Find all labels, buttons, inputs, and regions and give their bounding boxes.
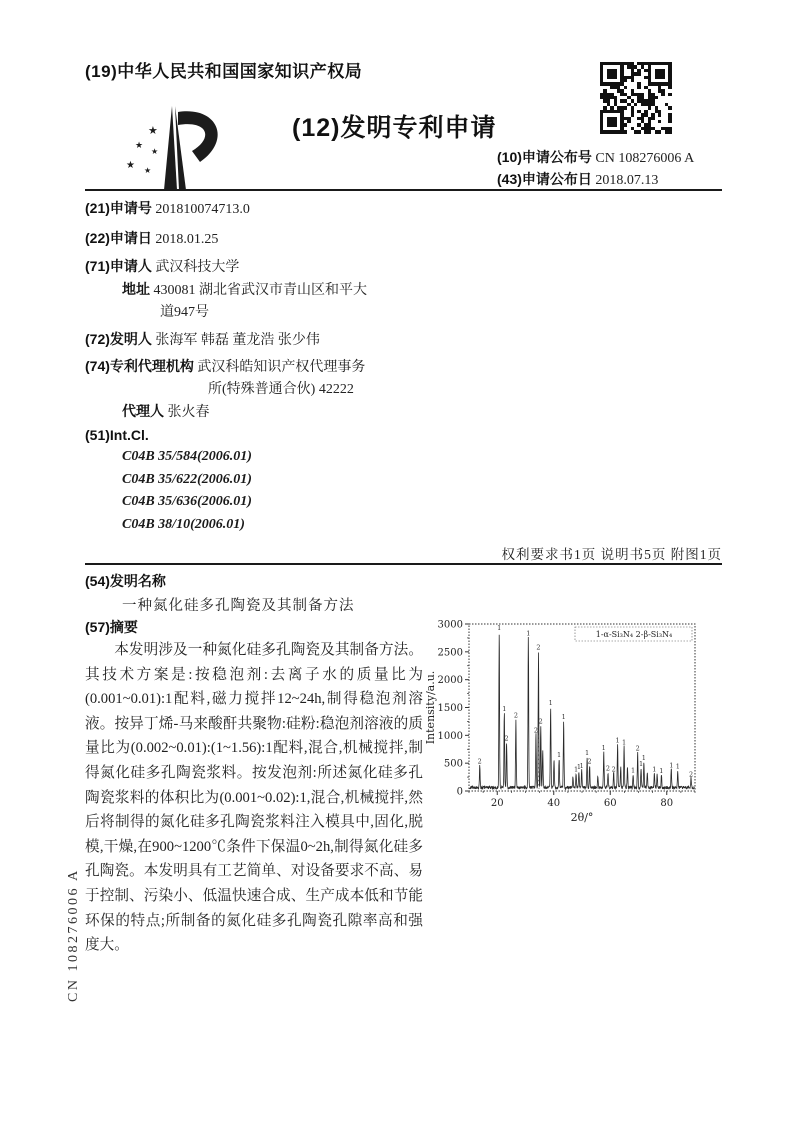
peak-label: 2 [688,770,694,779]
application-number-label: (21)申请号 [85,200,152,216]
address-label: 地址 [122,281,150,297]
header-divider [85,189,722,191]
document-type-title: (12)发明专利申请 [292,114,497,142]
peak-label: 1 [526,629,531,638]
application-number: 201810074713.0 [155,202,250,217]
qr-code [600,62,672,134]
peak-label: 2 [477,757,482,766]
y-tick-label: 0 [456,786,463,798]
agency-name-2: 所(特殊普通合伙) 42222 [208,382,354,397]
application-number-line [85,198,250,218]
star-icon: ★ [144,166,152,175]
peak-label: 1 [659,767,664,776]
y-tick-label: 500 [443,758,463,770]
peak-label: 1 [561,713,566,722]
y-tick-label: 1500 [437,703,463,714]
peak-label: 2 [533,726,539,735]
star-icon: ★ [135,140,144,150]
publication-date-line [497,169,658,189]
peak-label: 1 [585,748,590,757]
inventors-line [85,329,320,349]
star-icon: ★ [148,125,158,137]
address-line2 [160,301,209,321]
peak-label: 2 [605,764,611,773]
invention-title-label: (54)发明名称 [85,573,166,589]
peak-label: 1 [652,765,657,774]
peak-label: 2 [611,765,616,774]
invention-title: 一种氮化硅多孔陶瓷及其制备方法 [122,598,355,614]
publication-number-label: (10)申请公布号 [497,149,592,165]
peak-label: 1 [548,699,553,708]
y-tick-label: 2500 [437,647,463,659]
x-tick-label: 80 [660,798,674,809]
peak-label: 1 [631,766,636,775]
agency-label: (74)专利代理机构 [85,358,194,374]
x-axis-label: 2θ/° [570,811,594,824]
agency-name: 武汉科皓知识产权代理事务 [197,360,366,375]
address-value: 430081 湖北省武汉市青山区和平大 [153,283,367,298]
star-icon: ★ [151,147,159,156]
peak-label: 2 [504,734,509,743]
pages-info: 权利要求书1页 说明书5页 附图1页 [501,547,722,562]
publication-date-label: (43)申请公布日 [497,171,592,187]
peak-label: 2 [587,757,592,766]
peak-label: 1 [579,762,584,771]
x-tick-label: 60 [603,798,617,809]
star-icon: ★ [126,160,135,171]
intcl-entry: C04B 35/622(2006.01) [122,472,252,487]
patent-office-name: (19)中华人民共和国国家知识产权局 [85,62,363,81]
xrd-chart-figure [423,607,735,849]
intcl-label: (51)Int.Cl. [85,427,149,443]
biblio-divider [85,563,722,565]
peak-label: 1 [622,738,627,747]
address-value-2: 道947号 [160,305,209,320]
peak-label: 2 [513,711,518,720]
peak-label: 1 [497,624,502,633]
abstract-text: 本发明涉及一种氮化硅多孔陶瓷及其制备方法。其技术方案是:按稳泡剂:去离子水的质量比为(0.001~0.01):1配料,磁力搅拌12~24h,制得稳泡剂溶液。按异丁烯-马来酸酐共聚物:硅粉:稳泡剂溶液的质量比为(0.002~0.01):(1~1.56):1配料,混合,机械搅拌,制得氮化硅多孔陶瓷浆料。按发泡剂:所述氮化硅多孔陶瓷浆料的体积比为(0.001~0.02):1,混合,机械搅拌,然后将制得的氮化硅多孔陶瓷浆料注入模具中,固化,脱模,干燥,在900~1200℃条件下保温0~2h,制得氮化硅多孔陶瓷。本发明具有工艺简单、对设备要求不高、易于控制、污染小、低温快速合成、生产成本低和节能环保的特点;所制备的氮化硅多孔陶瓷孔隙率高和强度大。 [85,642,423,954]
peak-label: 2 [538,717,543,726]
abstract-label: (57)摘要 [85,619,138,635]
y-tick-label: 1000 [437,730,463,742]
peak-label: 1 [638,759,644,768]
intcl-entry: C04B 38/10(2006.01) [122,517,245,532]
applicant-name: 武汉科技大学 [155,260,240,275]
address-line [122,279,367,299]
peak-label: 1 [675,762,680,771]
peak-label: 2 [536,643,541,652]
publication-number-line [497,147,694,167]
application-date-line [85,228,218,248]
agency-line2 [208,378,354,398]
agent-label: 代理人 [122,403,164,419]
xrd-chart [423,607,735,849]
y-tick-label: 2000 [437,675,463,687]
tower-shape [164,106,177,190]
legend-text: 1-α-Si₃N₄ 2-β-Si₃N₄ [595,630,673,639]
x-tick-label: 40 [547,798,561,809]
inventors-label: (72)发明人 [85,331,152,347]
sidebar-publication-number: CN 108276006 A [66,868,81,1002]
agency-line [85,356,365,376]
applicant-line [85,256,239,276]
sipo-logo-graphic [122,100,234,202]
peak-label: 1 [573,765,579,774]
peak-label: 2 [635,744,640,753]
agent-name: 张火春 [167,405,210,420]
intcl-entry: C04B 35/636(2006.01) [122,494,252,509]
peak-label: 1 [576,763,581,772]
y-tick-label: 3000 [437,619,463,631]
peak-label: 1 [615,736,620,745]
peak-label: 1 [502,704,507,713]
peak-label: 1 [601,743,606,752]
p-bowl-shape [178,111,218,162]
y-axis-label: Intensity/a.u. [424,670,437,745]
application-date-label: (22)申请日 [85,230,152,246]
application-date: 2018.01.25 [155,232,219,247]
agent-line [122,401,210,421]
x-tick-label: 20 [490,798,504,809]
inventors-names: 张海军 韩磊 董龙浩 张少伟 [155,333,320,348]
peak-label: 1 [641,753,646,762]
intcl-heading [85,427,149,445]
publication-date: 2018.07.13 [595,173,659,188]
applicant-label: (71)申请人 [85,258,152,274]
intcl-entry: C04B 35/584(2006.01) [122,449,252,464]
peak-label: 1 [557,750,562,759]
publication-number: CN 108276006 A [595,151,695,166]
peak-label: 1 [669,761,674,770]
